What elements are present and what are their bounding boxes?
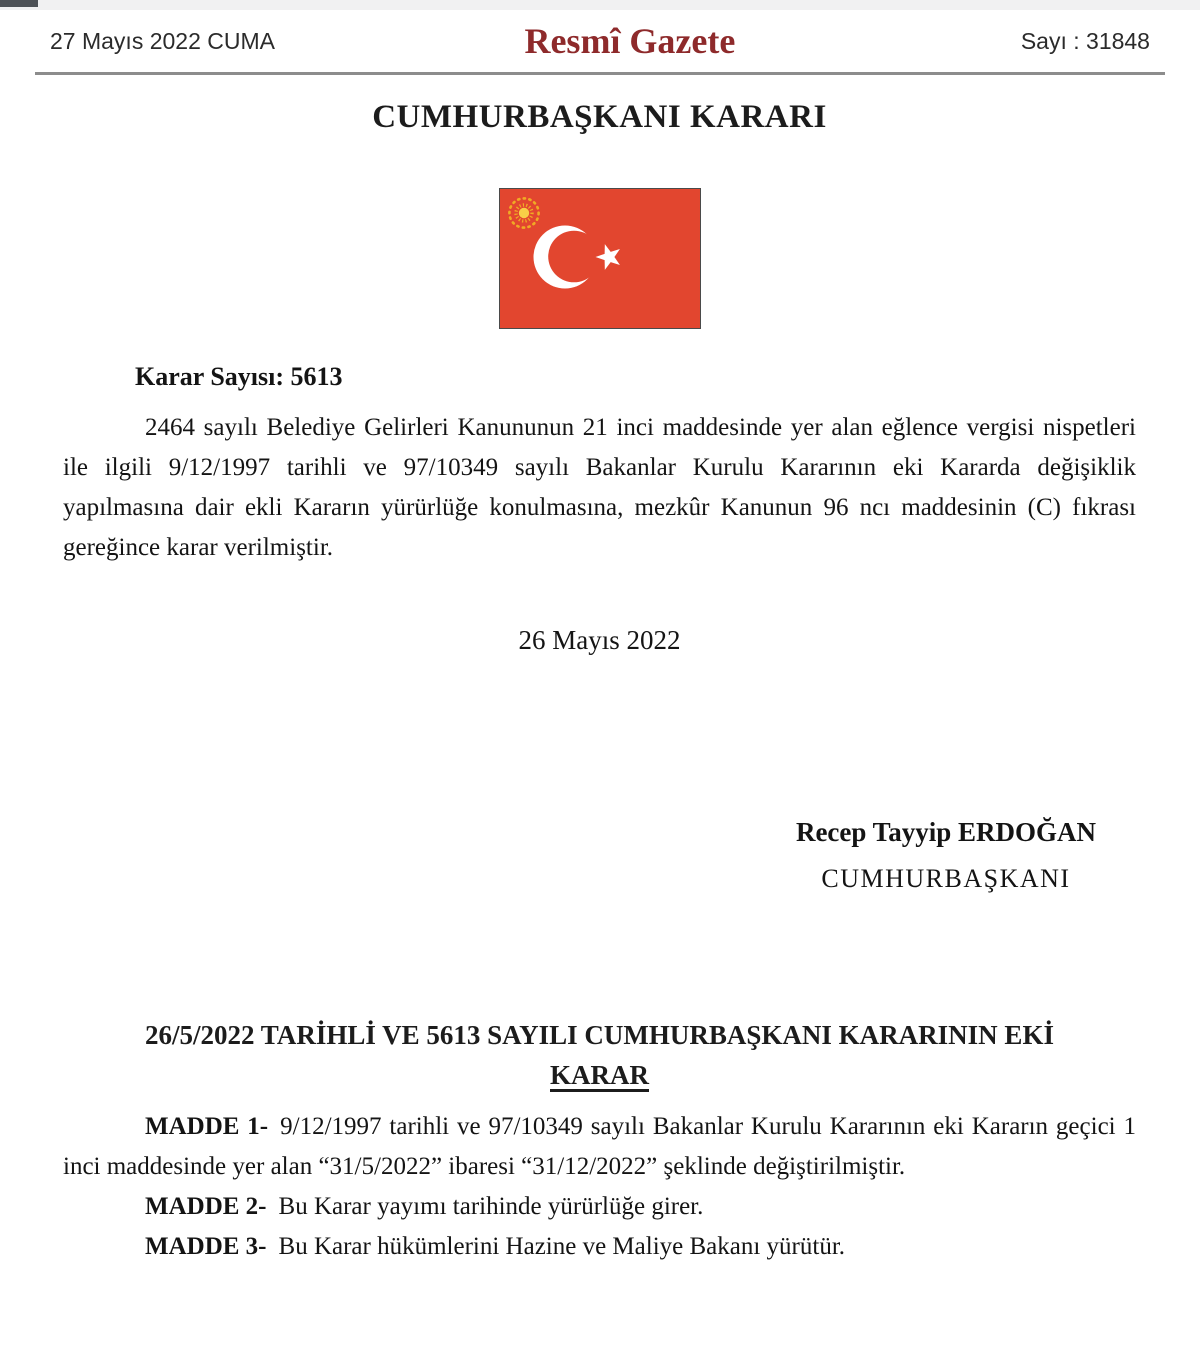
article-1: [63, 1107, 1136, 1187]
document-heading: CUMHURBAŞKANI KARARI: [372, 99, 827, 135]
annex-heading-line2: KARAR: [550, 1060, 649, 1090]
article-2-text: Bu Karar yayımı tarihinde yürürlüğe girer.: [278, 1193, 704, 1220]
signatory-title: CUMHURBAŞKANI: [821, 864, 1071, 893]
annex-heading-line1: 26/5/2022 TARİHLİ VE 5613 SAYILI CUMHURBAŞKANI KARARININ EKİ: [145, 1020, 1054, 1050]
annex-heading: [63, 1015, 1136, 1095]
masthead-title: Resmî Gazete: [524, 21, 736, 61]
article-2-label: MADDE 2-: [145, 1193, 267, 1220]
scan-edge-artifact: [0, 0, 1200, 10]
masthead: [50, 10, 1150, 72]
decision-number: Karar Sayısı: 5613: [135, 362, 343, 391]
article-3-label: MADDE 3-: [145, 1233, 267, 1260]
annex-articles: [63, 1107, 1136, 1267]
flag-container: [63, 188, 1136, 334]
turkish-presidential-flag: [499, 188, 701, 329]
article-1-label: MADDE 1-: [145, 1113, 269, 1140]
article-3: [63, 1227, 1136, 1267]
masthead-date: 27 Mayıs 2022 CUMA: [50, 27, 275, 54]
document-body: [63, 99, 1136, 1267]
scan-corner-artifact: [0, 0, 38, 7]
masthead-issue-number: Sayı : 31848: [1020, 27, 1150, 54]
article-1-text: 9/12/1997 tarihli ve 97/10349 sayılı Bakanlar Kurulu Kararının eki Kararın geçici 1 inci maddesinde yer alan “31/5/2022” ibaresi “31/12/2022” şeklinde değiştirilmiştir.: [63, 1113, 1136, 1180]
article-2: [63, 1187, 1136, 1227]
masthead-divider: [35, 72, 1165, 75]
article-3-text: Bu Karar hükümlerini Hazine ve Maliye Bakanı yürütür.: [278, 1233, 846, 1260]
decision-date: 26 Mayıs 2022: [518, 625, 681, 655]
signatory-name: Recep Tayyip ERDOĞAN: [795, 817, 1096, 847]
decision-body-paragraph: 2464 sayılı Belediye Gelirleri Kanununun 21 inci maddesinde yer alan eğlence vergisi nispetleri ile ilgili 9/12/1997 tarihli ve 97/10349 sayılı Bakanlar Kurulu Kararının eki Kararda değişiklik yapılmasına dair ekli Kararın yürürlüğe konulmasına, mezkûr Kanunun 96 ncı maddesinin (C) fıkrası gereğince karar verilmiştir.: [63, 414, 1136, 561]
signature-block: [796, 815, 1096, 895]
